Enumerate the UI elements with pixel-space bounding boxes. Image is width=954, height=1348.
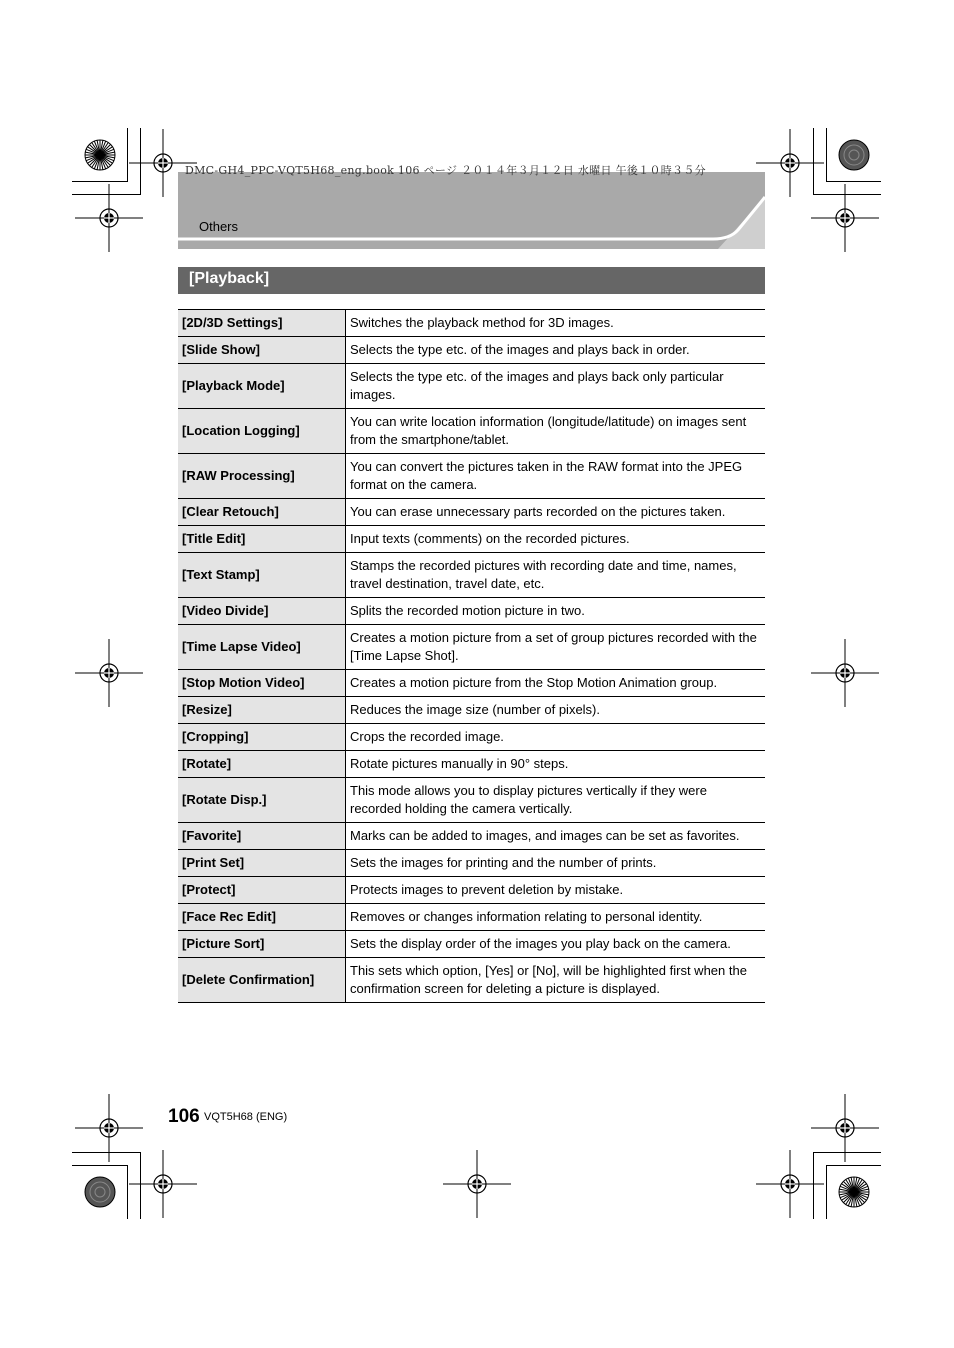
table-row (178, 697, 765, 724)
section-label: Others (199, 219, 239, 234)
item-description: Crops the recorded image. (346, 724, 766, 751)
item-description: Splits the recorded motion picture in two. (346, 598, 766, 625)
item-name: [2D/3D Settings] (178, 310, 346, 337)
item-description: Creates a motion picture from the Stop Motion Animation group. (346, 670, 766, 697)
item-name: [RAW Processing] (178, 454, 346, 499)
table-row (178, 751, 765, 778)
item-description: Protects images to prevent deletion by mistake. (346, 877, 766, 904)
item-description: Sets the display order of the images you play back on the camera. (346, 931, 766, 958)
item-description: Reduces the image size (number of pixels). (346, 697, 766, 724)
item-description: You can write location information (longitude/latitude) on images sent from the smartphone/tablet. (346, 409, 766, 454)
item-name: [Face Rec Edit] (178, 904, 346, 931)
item-name: [Text Stamp] (178, 553, 346, 598)
item-name: [Picture Sort] (178, 931, 346, 958)
item-name: [Delete Confirmation] (178, 958, 346, 1003)
page-title: [Playback] (189, 270, 270, 287)
item-description: Stamps the recorded pictures with recording date and time, names, travel destination, travel date, etc. (346, 553, 766, 598)
item-description: Switches the playback method for 3D images. (346, 310, 766, 337)
table-row (178, 823, 765, 850)
table-row (178, 409, 765, 454)
item-name: [Clear Retouch] (178, 499, 346, 526)
table-row (178, 850, 765, 877)
table-row (178, 598, 765, 625)
item-description: This mode allows you to display pictures vertically if they were recorded holding the camera vertically. (346, 778, 766, 823)
table-row (178, 337, 765, 364)
item-description: Marks can be added to images, and images can be set as favorites. (346, 823, 766, 850)
table-row (178, 931, 765, 958)
item-name: [Print Set] (178, 850, 346, 877)
table-row (178, 499, 765, 526)
item-name: [Resize] (178, 697, 346, 724)
item-description: This sets which option, [Yes] or [No], will be highlighted first when the confirmation screen for deleting a picture is displayed. (346, 958, 766, 1003)
document-code: VQT5H68 (ENG) (204, 1111, 288, 1123)
table-row (178, 625, 765, 670)
table-row (178, 553, 765, 598)
item-name: [Playback Mode] (178, 364, 346, 409)
playback-menu-table (178, 309, 765, 1003)
item-description: Selects the type etc. of the images and plays back in order. (346, 337, 766, 364)
table-row (178, 904, 765, 931)
page-number: 106 (168, 1106, 200, 1127)
table-row (178, 724, 765, 751)
print-header: DMC-GH4_PPC-VQT5H68_eng.book 106 ページ ２０１４年３月１２日 水曜日 午後１０時３５分 (185, 164, 706, 177)
item-name: [Rotate Disp.] (178, 778, 346, 823)
table-row (178, 526, 765, 553)
item-name: [Stop Motion Video] (178, 670, 346, 697)
item-name: [Cropping] (178, 724, 346, 751)
item-name: [Rotate] (178, 751, 346, 778)
item-name: [Video Divide] (178, 598, 346, 625)
item-name: [Favorite] (178, 823, 346, 850)
table-row (178, 310, 765, 337)
table-row (178, 364, 765, 409)
item-name: [Protect] (178, 877, 346, 904)
table-row (178, 877, 765, 904)
item-description: You can erase unnecessary parts recorded on the pictures taken. (346, 499, 766, 526)
table-row (178, 778, 765, 823)
item-description: Sets the images for printing and the number of prints. (346, 850, 766, 877)
section-title-bar (178, 267, 765, 294)
item-description: You can convert the pictures taken in the RAW format into the JPEG format on the camera. (346, 454, 766, 499)
item-name: [Location Logging] (178, 409, 346, 454)
item-name: [Time Lapse Video] (178, 625, 346, 670)
item-name: [Slide Show] (178, 337, 346, 364)
item-description: Removes or changes information relating to personal identity. (346, 904, 766, 931)
table-row (178, 454, 765, 499)
item-description: Input texts (comments) on the recorded pictures. (346, 526, 766, 553)
table-row (178, 670, 765, 697)
item-description: Rotate pictures manually in 90° steps. (346, 751, 766, 778)
item-description: Creates a motion picture from a set of group pictures recorded with the [Time Lapse Shot]. (346, 625, 766, 670)
item-description: Selects the type etc. of the images and plays back only particular images. (346, 364, 766, 409)
item-name: [Title Edit] (178, 526, 346, 553)
section-band-accent (178, 172, 765, 249)
table-row (178, 958, 765, 1003)
